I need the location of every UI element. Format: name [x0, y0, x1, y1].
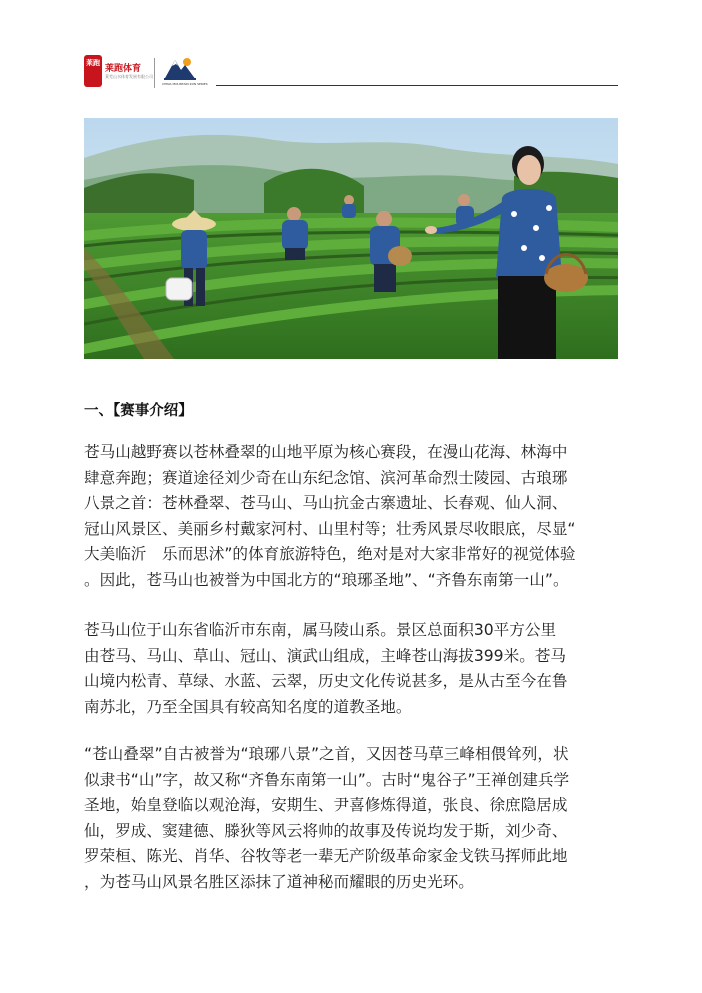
paragraph-line: 八景之首：苍林叠翠、苍马山、马山抗金古寨遗址、长春观、仙人洞、 [84, 494, 568, 512]
brand-subtitle: 莱芜山水体育发展有限公司 [105, 74, 153, 79]
laipao-sports-logo [84, 55, 153, 89]
seal-icon [84, 55, 102, 87]
paragraph-line: 南苏北，乃至全国具有较高知名度的道教圣地。 [84, 697, 412, 716]
brand-name: 莱跑体育 [105, 64, 142, 74]
paragraph-line: 冠山风景区、美丽乡村戴家河村、山里村等；壮秀风景尽收眼底，尽显“ [84, 519, 576, 538]
paragraph-line: 苍马山位于山东省临沂市东南，属马陵山系。景区总面积30平方公里 [84, 621, 557, 639]
paragraph-line: 圣地，始皇登临以观沧海，安期生、尹喜修炼得道，张良、徐庶隐居成 [84, 796, 568, 814]
intro-paragraph [84, 742, 618, 895]
paragraph-line: 肆意奔跑；赛道途径刘少奇在山东纪念馆、滨河革命烈士陵园、古琅琊 [84, 468, 568, 487]
paragraph-line: 大美临沂 乐而思沭”的体育旅游特色，绝对是对大家非常好的视觉体验 [84, 545, 576, 563]
brand-seal-text: 莱跑 [86, 59, 100, 67]
header-rule [216, 85, 618, 86]
mountain-icon [162, 54, 198, 82]
intro-paragraph [84, 440, 618, 593]
paragraph-line: “苍山叠翠”自古被誉为“琅琊八景”之首，又因苍马草三峰相偎耸列，状 [84, 745, 569, 763]
paragraph-line: 由苍马、马山、草山、冠山、演武山组成，主峰苍山海拔399米。苍马 [84, 646, 566, 665]
partner-caption: CHINA MOUNTAIN RUN SERIES [162, 82, 208, 86]
paragraph-line: 似隶书“山”字，故又称“齐鲁东南第一山”。古时“鬼谷子”王禅创建兵学 [84, 770, 570, 789]
intro-paragraph [84, 618, 618, 720]
paragraph-line: 。因此，苍马山也被誉为中国北方的“琅琊圣地”、“齐鲁东南第一山”。 [84, 570, 569, 589]
tea-plantation-photo [84, 118, 618, 359]
paragraph-line: 仙，罗成、窦建德、滕狄等风云将帅的故事及传说均发于斯，刘少奇、 [84, 821, 568, 840]
paragraph-line: ，为苍马山风景名胜区添抹了道神秘而耀眼的历史光环。 [84, 872, 474, 891]
paragraph-line: 山境内松青、草绿、水蓝、云翠，历史文化传说甚多，是从古至今在鲁 [84, 672, 568, 690]
paragraph-line: 苍马山越野赛以苍林叠翠的山地平原为核心赛段，在漫山花海、林海中 [84, 443, 568, 461]
paragraph-line: 罗荣桓、陈光、肖华、谷牧等老一辈无产阶级革命家金戈铁马挥师此地 [84, 847, 568, 865]
page-header [84, 52, 618, 92]
section-heading: 一、【赛事介绍】 [84, 403, 193, 419]
mountain-run-logo [162, 54, 208, 90]
logo-divider [154, 58, 155, 88]
